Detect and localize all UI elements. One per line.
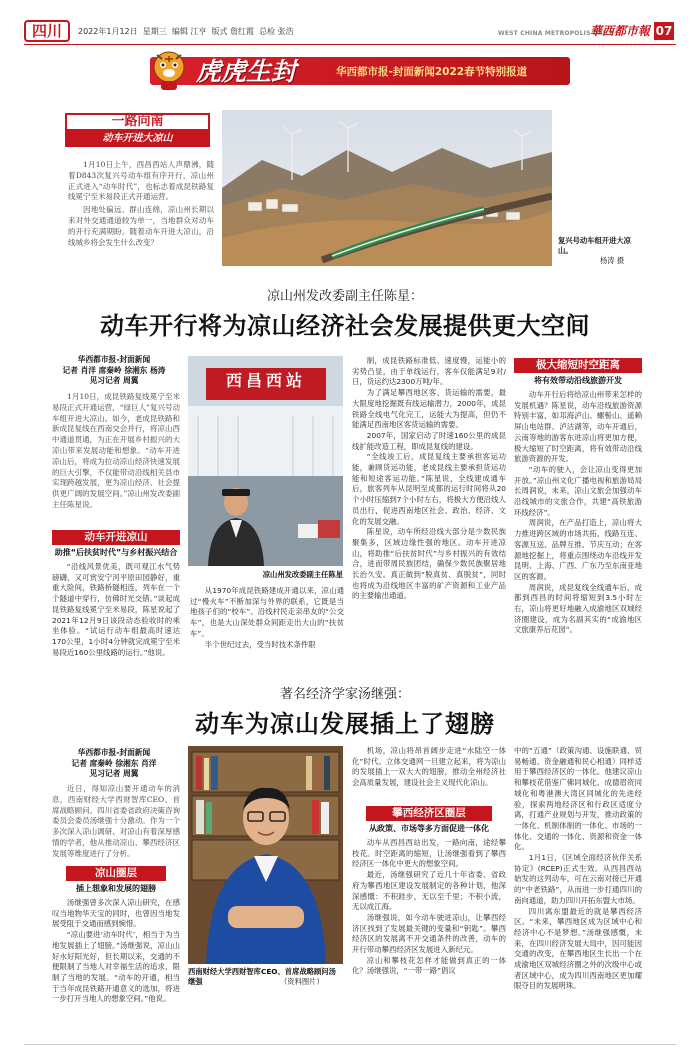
article2-subhead2: 攀西经济区圈层 [366, 806, 492, 821]
tang-jiqiang-credit: （资料图片） [280, 977, 324, 986]
tang-jiqiang-caption: 西南财经大学西财智库CEO、首席战略顾问汤继强 [188, 967, 336, 986]
station-sign-text: 西昌西站 [225, 371, 306, 390]
article2-col2b: 动车从西昌西站出发，一路向南，途经攀枝花。时空距离的缩短，让汤继强看到了攀西经济区一体化中更大的想象空间。 最近，汤继强研究了近几十年省委、省政府为攀西地区建设发展制定的各种计划，他深深感慨：不积跬步，无以至千里；不积小流，无以成江海。 汤继强说，如今动车驶进凉山，让攀西经济区找到了发展最关键的变量和“钥匙”。攀西经济区的发展离不开交通条件的改善，动车的开行带动攀西经济区发展进入新纪元。 凉山和攀枝花怎样才能做到真正的一体化？汤继强说，“一带一路”倡议 [352, 838, 506, 976]
paper-logo: 華西都市報 [590, 24, 651, 38]
paper-en-name: WEST CHINA METROPOLIS DAILY [498, 30, 613, 37]
page-number: 07 [655, 24, 673, 38]
train-photo [222, 110, 552, 266]
article1-kicker: 凉山州发改委副主任陈星： [266, 289, 423, 304]
badge-line2: 动车开进大凉山 [65, 131, 210, 147]
tiger-mascot-icon [148, 47, 190, 91]
masthead [0, 0, 690, 44]
article1-subhead2: 极大缩短时空距离 [514, 358, 642, 373]
top-lead-p2: 因地处偏远、群山连绵，凉山州长期以来对外交通通道较为单一，当地群众对动车的开行充满期盼。随着动车开进大凉山，沿线城乡将会发生什么改变？ [68, 205, 214, 247]
article2-kicker: 著名经济学家汤继强： [279, 687, 410, 702]
festival-banner [0, 47, 690, 93]
page-meta: 2022年1月12日 星期三 编辑 江亨 版式 詹红霞 总检 张浩 [78, 27, 294, 36]
article2-lead: 近日，得知凉山要开通动车的消息，西南财经大学西财智库CEO、首席战略顾问、四川省委省政府决策咨询委员会委员汤继强十分激动。作为一个多次深入凉山调研、对凉山有着深厚感情的学者，他从推动凉山、攀西经济区发展等维度进行了分析。 [52, 784, 180, 858]
article1-lead: 1月10日，成昆铁路复线冕宁至米易段正式开通运营，“绿巨人”复兴号动车组开进大凉山。如今，老成昆铁路和新成昆复线在西南交会并行，将凉山西中通道贯通，为正在开展乡村振兴的大凉山带来发展动能和想象。“动车开进凉山后，将成为拉动凉山经济快速发展的巨大引擎，不仅能带动沿线相关县市实现跨越发展，更为凉山经济、社会提供更广阔的发展空间。”凉山州发改委副主任陈星说。 [52, 392, 180, 509]
article2-subhead1: 凉山圈层 [66, 866, 166, 881]
article1-col3: 制，成昆铁路标准低、速度慢，运能小的劣势凸显，由于单线运行，客车仅能满足9对/日，货运约达2300万吨/年。 为了满足攀西地区客、货运输的需要，最大限度地挖掘既有线运输潜力，2000年，成昆铁路全线电气化完工，运能大为提高，但仍不能满足西南地区客货运输的需要。 2007年，国家启动了时速160公里的成昆线扩能改造工程，即成昆复线的建设。 “全线竣工后，成昆复线主要承担客运功能，兼顾货运功能，老成昆线主要承担货运功能和短途客运功能。”陈星说，全线建成通车后，旅客列车从昆明至成都的运行时间将从20个小时压缩到7个小时左右，将极大方便沿线人员出行，促进西南地区社会、政治、经济、文化的发展交融。 陈星说，动车所经沿线大部分是少数民族聚集多，区域边缘性强的地区。动车开进凉山，将助推“后扶贫时代”与乡村振兴的有效结合，进而带周民族团结，确保少数民族聚居地长治久安。真正做到“脱真贫、真脱贫”，同时也将成为沿线地区丰富的矿产资源和工业产品的主要输出通道。 [352, 356, 506, 601]
editor-name: 江亨 [190, 27, 207, 36]
banner-subtitle: 华西都市报-封面新闻2022春节特别报道 [336, 66, 528, 78]
top-lead-text [68, 160, 214, 248]
issue-date: 2022年1月12日 [78, 27, 138, 36]
article1-subhead1-sub: 助推“后扶贫时代”与乡村振兴结合 [54, 548, 178, 557]
chen-xing-caption: 凉山州发改委副主任陈星 [262, 570, 343, 579]
article2-subhead1-sub: 插上想象和发展的翅膀 [76, 884, 156, 893]
badge-line1: 一路向南 [65, 113, 210, 131]
issue-weekday: 星期三 [142, 27, 167, 36]
article2-byline: 华西都市报-封面新闻 记者 席秦岭 徐湘东 肖洋 见习记者 周翼 [71, 748, 157, 779]
top-lead-p1: 1月10日上午，西昌西站人声鼎沸，随着D843次复兴号动车组有序开行，凉山州正式进入“动车时代”，也标志着成昆铁路复线冕宁至米易段正式开通运营。 [68, 160, 214, 202]
checker-name: 张浩 [277, 27, 294, 36]
article1-subhead2-sub: 将有效带动沿线旅游开发 [534, 376, 622, 385]
article1-byline: 华西都市报-封面新闻 记者 肖洋 席秦岭 徐湘东 杨涛 见习记者 周翼 [62, 355, 166, 386]
designer-name: 詹红霞 [230, 27, 255, 36]
article1-col1: “沿线风景优美，既可观江水气势磅礴，又可赏安宁河平原田园静好，重重大险间，铁路桥隧相连，列车在一个个隧道中穿行，仿佛时光交错。”谈起成昆铁路复线冕宁至米易段，陈星说起了2021年12月9日该段动态验收时的乘坐体验。“试运行动车组最高时速达170公里，1小时4分钟就完成冕宁至米易段近160公里线路的运行。”他说。 [52, 562, 180, 657]
article2-col3: 中的“五通”（政策沟通、设施联通、贸易畅通、资金融通和民心相通）同样适用于攀西经济区的一体化。他建议凉山和攀枝花借鉴广佛同城化、成德眉资同城化和粤港澳大湾区同城化的先进经验，探索两地经济区和行政区适度分离，打通产业规划与开发，推动政策的一体化、机制体制的一体化、市场的一体化、交通的一体化、资源和资金一体化。 1月1日，《区域全面经济伙伴关系协定》(RCEP)正式生效。从西昌西站始发的这列动车，可在云南对接已开通的“中老铁路”，从而进一步打通四川的南向通道，助力四川开拓东盟大市场。 四川离东盟最近的就是攀西经济区。“未来，攀西地区成为区域中心和经济中心不是梦想。”汤继强感慨，未来，在四川经济发展大局中，因可能因交通的改变，在攀西地区生长出一个在成渝地区双城经济圈之外的次级中心或者区域中心，成为四川西南地区更加耀眼夺目的发展明珠。 [514, 746, 642, 991]
article1-subhead1: 动车开进凉山 [52, 530, 180, 545]
article1-headline: 动车开行将为凉山经济社会发展提供更大空间 [100, 312, 590, 340]
article1-col4: 动车开行后将给凉山州带来怎样的发展机遇？陈星说，动车沿线旅游资源特别丰富，如邛海泸山、螺髻山、遥赖屏山电站群、泸沽湖等，动车开通后，云南等地的游客东进凉山将更加方便，极大缩短了时空距离，将有效带动沿线旅游资源的开发。 “动车的驶入，会让凉山变得更加开放。”凉山州文化广播电视和旅游局局长周润说，未来，凉山文旅会加强动车沿线城市的文旅合作，共建“高铁旅游环线经济”。 周润说，在产品打造上，凉山将大力推进跨区域的市场共拓，线路互连、客源互送、品牌互推、节庆互动；在客源地挖掘上，将重点围绕动车沿线开发昆明、上海、广西、广东乃至东南亚地区的客源。 周润说，成昆复线全线通车后，成都到西昌的时间将缩短到3.5小时左右，凉山将更好地融入成渝地区双城经济圈建设，成为名副其实的“成渝地区文旅康养后花园”。 [514, 390, 642, 635]
bottom-rule [24, 1044, 676, 1045]
train-photo-caption: 复兴号动车组开进大凉山。 [558, 236, 631, 255]
article1-col2: 从1970年成昆铁路建成开通以来，凉山通过“慢火车”不断加深与外界的联系，它既是当地孩子们的“校车”、沿线村民走亲串友的“公交车”，也是大山深处群众间距走出大山的“扶贫车”。 半个世纪过去，受当时技术条件限 [190, 586, 344, 649]
article2-headline: 动车为凉山发展插上了翅膀 [195, 710, 495, 738]
article2-col2: 机场，凉山将昂首阔步走进“水陆空一体化”时代。立体交通网一旦建立起来，将为凉山的发展插上一双大大的翅膀，推动全州经济社会高质量发展，建设社会主义现代化凉山。 [352, 746, 506, 788]
tang-jiqiang-photo [188, 746, 343, 964]
article2-col1: 汤继强曾多次深入凉山研究，在感叹当地物华天宝的同时，也曾因当地发展受阻于交通而感到惋惜。 “凉山要进‘动车时代’，相当于为当地发展插上了翅膀。”汤继强说，凉山山好水好阳光好，但长期以来，交通的不便限制了当地人对幸福生活的追求，限制了当地的发展。“动车的开通，相当于当年成昆铁路开通意义的选加，将进一步打开当地人的想象空间。”他说。 [52, 898, 180, 1004]
banner-title: 虎虎生封 [196, 57, 297, 86]
train-photo-credit: 杨涛 摄 [600, 256, 625, 265]
header-rule [24, 44, 676, 45]
article2-subhead2-sub: 从政策、市场等多方面促进一体化 [369, 824, 489, 833]
section-badge [65, 113, 210, 149]
section-tab: 四川 [24, 20, 70, 42]
